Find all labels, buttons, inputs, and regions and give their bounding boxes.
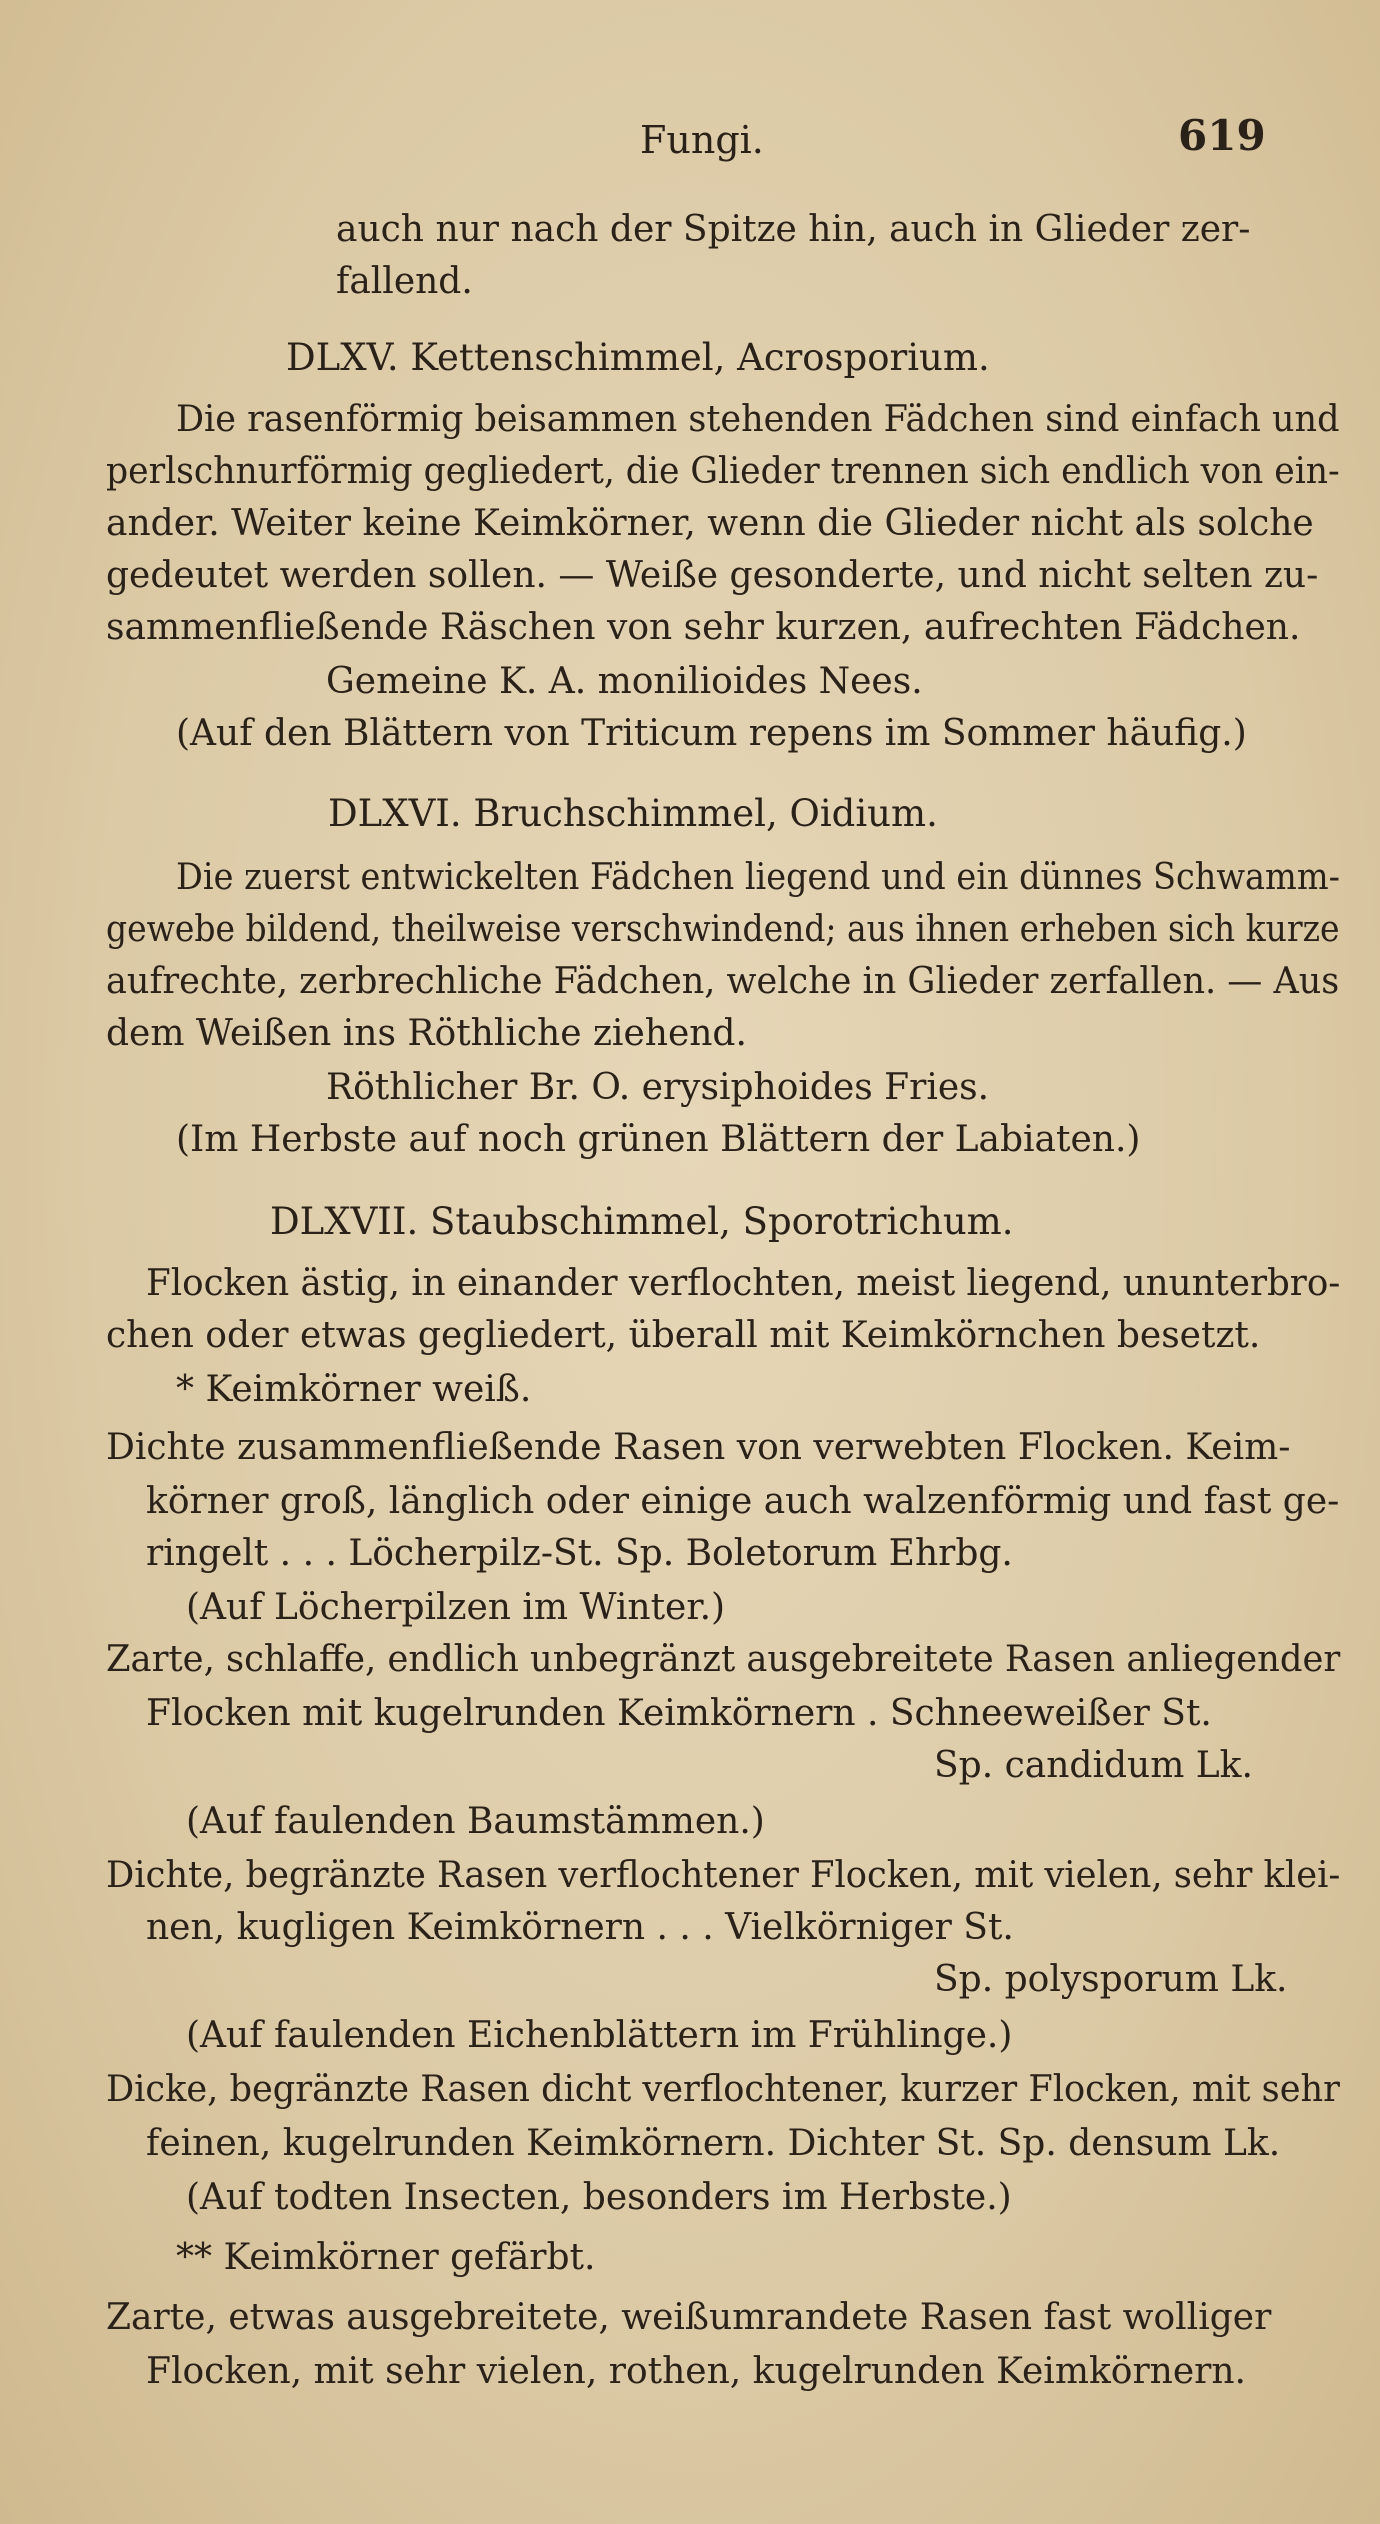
paragraph-line: perlschnurförmig gegliedert, die Glieder trennen sich endlich von ein- [106,451,1340,492]
entry-line: feinen, kugelrunden Keimkörnern. Dichter St. Sp. densum Lk. [146,2123,1281,2164]
entry-line: körner groß, länglich oder einige auch walzenförmig und fast ge- [146,1481,1340,1522]
entry-line: Flocken mit kugelrunden Keimkörnern . Schneeweißer St. [146,1693,1212,1734]
species-name: Gemeine K. A. monilioides Nees. [326,661,923,702]
entry-line: Zarte, schlaffe, endlich unbegränzt ausgebreitete Rasen anliegender [106,1639,1341,1680]
group-heading: ** Keimkörner gefärbt. [176,2237,596,2278]
paragraph-line: dem Weißen ins Röthliche ziehend. [106,1013,747,1054]
paragraph-line: Die zuerst entwickelten Fädchen liegend und ein dünnes Schwamm- [176,857,1340,898]
running-title: Fungi. [640,118,764,162]
intro-line: fallend. [336,261,473,302]
habitat-note: (Auf faulenden Eichenblättern im Frühlinge.) [186,2015,1013,2056]
paragraph-line: sammenfließende Räschen von sehr kurzen, aufrechten Fädchen. [106,607,1301,648]
section-heading: DLXVII. Staubschimmel, Sporotrichum. [270,1200,1014,1243]
paragraph-line: ander. Weiter keine Keimkörner, wenn die Glieder nicht als solche [106,503,1314,544]
paragraph-line: gedeutet werden sollen. — Weiße gesonderte, und nicht selten zu- [106,555,1319,596]
page-number: 619 [1178,111,1266,160]
entry-line: Sp. polysporum Lk. [934,1959,1288,2000]
species-name: Röthlicher Br. O. erysiphoides Fries. [326,1067,990,1108]
entry-line: ringelt . . . Löcherpilz-St. Sp. Boletorum Ehrbg. [146,1533,1013,1574]
entry-line: Zarte, etwas ausgebreitete, weißumrandete Rasen fast wolliger [106,2297,1272,2338]
habitat-note: (Auf faulenden Baumstämmen.) [186,1801,765,1842]
section-heading: DLXVI. Bruchschimmel, Oidium. [328,792,938,835]
paragraph-line: Die rasenförmig beisammen stehenden Fädchen sind einfach und [176,399,1340,440]
paragraph-line: gewebe bildend, theilweise verschwindend; aus ihnen erheben sich kurze [106,909,1340,950]
entry-line: Dichte, begränzte Rasen verflochtener Flocken, mit vielen, sehr klei- [106,1855,1341,1896]
paragraph-line: chen oder etwas gegliedert, überall mit Keimkörnchen besetzt. [106,1315,1261,1356]
paragraph-line: aufrechte, zerbrechliche Fädchen, welche in Glieder zerfallen. — Aus [106,961,1340,1002]
habitat-note: (Im Herbste auf noch grünen Blättern der Labiaten.) [176,1119,1141,1160]
section-heading: DLXV. Kettenschimmel, Acrosporium. [286,336,990,379]
group-heading: * Keimkörner weiß. [176,1369,532,1410]
entry-line: Sp. candidum Lk. [934,1745,1253,1786]
entry-line: nen, kugligen Keimkörnern . . . Vielkörniger St. [146,1907,1014,1948]
entry-line: Dichte zusammenfließende Rasen von verwebten Flocken. Keim- [106,1427,1291,1468]
habitat-note: (Auf den Blättern von Triticum repens im Sommer häufig.) [176,713,1247,754]
habitat-note: (Auf todten Insecten, besonders im Herbste.) [186,2177,1012,2218]
entry-line: Flocken, mit sehr vielen, rothen, kugelrunden Keimkörnern. [146,2351,1246,2392]
paragraph-line: Flocken ästig, in einander verflochten, meist liegend, ununterbro- [146,1263,1341,1304]
intro-line: auch nur nach der Spitze hin, auch in Glieder zer- [336,209,1251,250]
entry-line: Dicke, begränzte Rasen dicht verflochtener, kurzer Flocken, mit sehr [106,2069,1340,2110]
habitat-note: (Auf Löcherpilzen im Winter.) [186,1587,726,1628]
